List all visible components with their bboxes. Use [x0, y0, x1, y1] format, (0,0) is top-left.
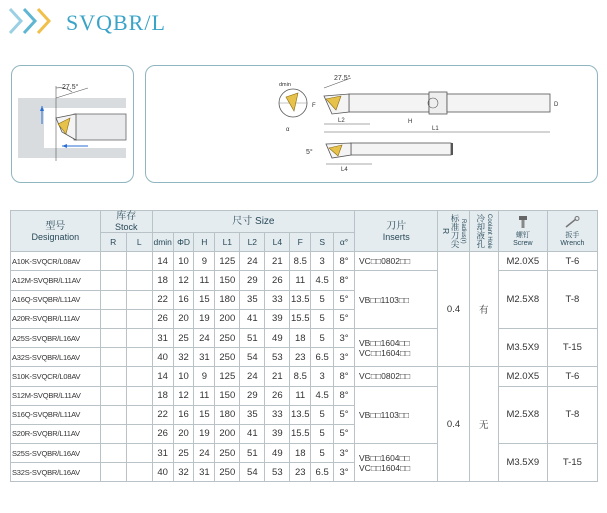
stock-l-cell — [126, 463, 152, 482]
table-row — [11, 444, 598, 463]
h-cell: 24 — [194, 444, 215, 463]
insert-code: VB□□1604□□ — [359, 452, 410, 463]
tool-dimension-diagram-panel — [145, 65, 598, 183]
f-header: F — [290, 233, 311, 252]
l2-cell: 41 — [240, 424, 265, 443]
insert-cell — [355, 271, 438, 329]
l1-cell: 250 — [215, 328, 240, 347]
dmin-cell: 31 — [152, 444, 173, 463]
l1-cell: 250 — [215, 348, 240, 367]
h-cell: 31 — [194, 348, 215, 367]
l4-cell: 53 — [265, 463, 290, 482]
wrench-cell: T-15 — [547, 444, 597, 482]
wrench-icon — [564, 216, 580, 228]
table-row — [11, 367, 598, 386]
f-cell: 18 — [290, 444, 311, 463]
dmin-header: dmin — [152, 233, 173, 252]
stock-l-cell — [126, 328, 152, 347]
a-cell: 8° — [334, 367, 355, 386]
f-cell: 8.5 — [290, 252, 311, 271]
screw-header: 螺钉 Screw — [498, 211, 547, 252]
screw-icon — [518, 216, 528, 228]
l4-cell: 49 — [265, 444, 290, 463]
insert-cell — [355, 328, 438, 366]
stock-r-header: R — [100, 233, 126, 252]
l1-header: L1 — [215, 233, 240, 252]
dmin-cell: 40 — [152, 463, 173, 482]
s-cell: 5 — [311, 405, 334, 424]
table-row — [11, 328, 598, 347]
l2-cell: 35 — [240, 405, 265, 424]
l2-cell: 24 — [240, 252, 265, 271]
l1-cell: 150 — [215, 386, 240, 405]
l4-label: L4 — [341, 167, 348, 173]
f-cell: 15.5 — [290, 309, 311, 328]
dmin-cell: 18 — [152, 271, 173, 290]
a-cell: 8° — [334, 252, 355, 271]
l4-cell: 39 — [265, 309, 290, 328]
l1-cell: 125 — [215, 367, 240, 386]
tool-dimension-diagram — [146, 66, 599, 184]
stock-l-header: L — [126, 233, 152, 252]
page-header — [8, 4, 598, 38]
stock-l-cell — [126, 271, 152, 290]
d-cell: 10 — [173, 367, 194, 386]
l1-cell: 180 — [215, 290, 240, 309]
a-cell: 5° — [334, 309, 355, 328]
screw-cell: M2.0X5 — [498, 252, 547, 271]
table-row — [11, 252, 598, 271]
d-cell: 16 — [173, 405, 194, 424]
stock-r-cell — [100, 424, 126, 443]
insert-cell — [355, 386, 438, 444]
specification-table-body — [11, 252, 598, 482]
stock-r-cell — [100, 328, 126, 347]
boring-tool-in-bore-diagram — [12, 66, 135, 184]
s-cell: 4.5 — [311, 386, 334, 405]
designation-cell: A16Q-SVQBR/L11AV — [11, 290, 101, 309]
h-label: H — [408, 119, 413, 125]
designation-cell: A10K-SVQCR/L08AV — [11, 252, 101, 271]
h-cell: 9 — [194, 252, 215, 271]
f-cell: 11 — [290, 386, 311, 405]
h-cell: 19 — [194, 424, 215, 443]
stock-r-cell — [100, 348, 126, 367]
screw-cell: M2.0X5 — [498, 367, 547, 386]
h-cell: 11 — [194, 386, 215, 405]
f-cell: 15.5 — [290, 424, 311, 443]
l1-cell: 150 — [215, 271, 240, 290]
d-label: D — [554, 102, 559, 108]
d-cell: 12 — [173, 386, 194, 405]
l2-cell: 41 — [240, 309, 265, 328]
designation-cell: S10K-SVQCR/L08AV — [11, 367, 101, 386]
d-header: ΦD — [173, 233, 194, 252]
designation-cell: A32S-SVQBR/L16AV — [11, 348, 101, 367]
dmin-cell: 14 — [152, 367, 173, 386]
designation-cell: S20R-SVQBR/L11AV — [11, 424, 101, 443]
s-cell: 3 — [311, 367, 334, 386]
a-cell: 3° — [334, 328, 355, 347]
a-cell: 3° — [334, 463, 355, 482]
screw-cell: M3.5X9 — [498, 444, 547, 482]
screw-cell: M2.5X8 — [498, 386, 547, 444]
wrench-header: 扳手 Wrench — [547, 211, 597, 252]
s-cell: 6.5 — [311, 348, 334, 367]
chevron-right-icon — [8, 6, 60, 36]
stock-l-cell — [126, 424, 152, 443]
l4-cell: 26 — [265, 386, 290, 405]
bore-diagram-panel — [11, 65, 134, 183]
page-title: SVQBR/L — [66, 10, 166, 35]
l4-cell: 21 — [265, 367, 290, 386]
stock-r-cell — [100, 309, 126, 328]
side-angle-label: 5° — [306, 149, 313, 156]
screw-cell: M3.5X9 — [498, 328, 547, 366]
f-cell: 23 — [290, 463, 311, 482]
l1-label: L1 — [432, 126, 439, 132]
alpha-header: α° — [334, 233, 355, 252]
dmin-cell: 31 — [152, 328, 173, 347]
l1-cell: 200 — [215, 424, 240, 443]
stock-r-cell — [100, 405, 126, 424]
dmin-label: dmin — [279, 82, 291, 88]
wrench-cell: T-8 — [547, 271, 597, 329]
s-cell: 6.5 — [311, 463, 334, 482]
insert-code: VB□□1103□□ — [359, 409, 410, 420]
l2-cell: 24 — [240, 367, 265, 386]
s-cell: 5 — [311, 328, 334, 347]
screw-cell: M2.5X8 — [498, 271, 547, 329]
radius-header: 标准刀尖R Radius(r) — [438, 211, 469, 252]
l2-cell: 54 — [240, 463, 265, 482]
d-cell: 32 — [173, 463, 194, 482]
l2-header: L2 — [240, 233, 265, 252]
stock-l-cell — [126, 252, 152, 271]
designation-cell: S32S-SVQBR/L16AV — [11, 463, 101, 482]
d-cell: 25 — [173, 328, 194, 347]
table-row — [11, 386, 598, 405]
l4-cell: 53 — [265, 348, 290, 367]
wrench-cell: T-15 — [547, 328, 597, 366]
radius-cell: 0.4 — [438, 367, 469, 482]
l1-cell: 250 — [215, 463, 240, 482]
dmin-cell: 26 — [152, 309, 173, 328]
stock-r-cell — [100, 463, 126, 482]
stock-l-cell — [126, 405, 152, 424]
l4-cell: 33 — [265, 290, 290, 309]
l1-cell: 180 — [215, 405, 240, 424]
s-header: S — [311, 233, 334, 252]
stock-r-cell — [100, 367, 126, 386]
dmin-cell: 14 — [152, 252, 173, 271]
l4-header: L4 — [265, 233, 290, 252]
s-cell: 5 — [311, 309, 334, 328]
dmin-cell: 18 — [152, 386, 173, 405]
f-cell: 18 — [290, 328, 311, 347]
d-cell: 10 — [173, 252, 194, 271]
h-cell: 15 — [194, 290, 215, 309]
designation-header: 型号 Designation — [11, 211, 101, 252]
size-header: 尺寸 Size — [152, 211, 354, 233]
insert-code: VC□□0802□□ — [359, 256, 411, 267]
h-cell: 15 — [194, 405, 215, 424]
l4-cell: 49 — [265, 328, 290, 347]
insert-code: VB□□1604□□ — [359, 337, 410, 348]
l4-cell: 39 — [265, 424, 290, 443]
designation-cell: A20R-SVQBR/L11AV — [11, 309, 101, 328]
f-cell: 13.5 — [290, 290, 311, 309]
f-cell: 11 — [290, 271, 311, 290]
l2-label: L2 — [338, 118, 345, 124]
h-cell: 11 — [194, 271, 215, 290]
h-cell: 31 — [194, 463, 215, 482]
insert-code: VC□□1604□□ — [359, 462, 411, 473]
dmin-cell: 26 — [152, 424, 173, 443]
dmin-cell: 40 — [152, 348, 173, 367]
table-row — [11, 271, 598, 290]
l2-cell: 51 — [240, 444, 265, 463]
f-cell: 23 — [290, 348, 311, 367]
stock-r-cell — [100, 386, 126, 405]
stock-r-cell — [100, 252, 126, 271]
stock-r-cell — [100, 444, 126, 463]
s-cell: 5 — [311, 424, 334, 443]
angle-label: 27.5° — [62, 84, 79, 91]
stock-l-cell — [126, 309, 152, 328]
d-cell: 20 — [173, 424, 194, 443]
l2-cell: 51 — [240, 328, 265, 347]
d-cell: 25 — [173, 444, 194, 463]
designation-cell: S12M-SVQBR/L11AV — [11, 386, 101, 405]
insert-code: VC□□0802□□ — [359, 371, 411, 382]
designation-cell: S16Q-SVQBR/L11AV — [11, 405, 101, 424]
a-cell: 5° — [334, 405, 355, 424]
l1-cell: 125 — [215, 252, 240, 271]
f-label: F — [312, 103, 316, 109]
stock-l-cell — [126, 444, 152, 463]
insert-cell — [355, 252, 438, 271]
top-angle-label: 27.5° — [334, 75, 351, 82]
d-cell: 12 — [173, 271, 194, 290]
l4-cell: 21 — [265, 252, 290, 271]
specification-table — [10, 210, 598, 482]
f-cell: 8.5 — [290, 367, 311, 386]
l2-cell: 35 — [240, 290, 265, 309]
designation-cell: A12M-SVQBR/L11AV — [11, 271, 101, 290]
h-cell: 19 — [194, 309, 215, 328]
dmin-cell: 22 — [152, 405, 173, 424]
stock-l-cell — [126, 367, 152, 386]
stock-header: 库存 Stock — [100, 211, 152, 233]
inserts-header: 刀片 Inserts — [355, 211, 438, 252]
a-cell: 5° — [334, 424, 355, 443]
coolant-cell: 无 — [469, 367, 498, 482]
insert-code: VC□□1604□□ — [359, 347, 411, 358]
stock-l-cell — [126, 386, 152, 405]
a-cell: 3° — [334, 348, 355, 367]
alpha-label: α — [286, 127, 290, 133]
a-cell: 8° — [334, 271, 355, 290]
wrench-cell: T-6 — [547, 252, 597, 271]
l2-cell: 29 — [240, 386, 265, 405]
dmin-cell: 22 — [152, 290, 173, 309]
coolant-header: 冷却液孔 Coolant Hole — [469, 211, 498, 252]
l2-cell: 54 — [240, 348, 265, 367]
wrench-cell: T-8 — [547, 386, 597, 444]
stock-l-cell — [126, 348, 152, 367]
f-cell: 13.5 — [290, 405, 311, 424]
stock-r-cell — [100, 290, 126, 309]
h-cell: 24 — [194, 328, 215, 347]
h-header: H — [194, 233, 215, 252]
a-cell: 8° — [334, 386, 355, 405]
l4-cell: 33 — [265, 405, 290, 424]
designation-cell: S25S-SVQBR/L16AV — [11, 444, 101, 463]
a-cell: 5° — [334, 290, 355, 309]
stock-l-cell — [126, 290, 152, 309]
h-cell: 9 — [194, 367, 215, 386]
s-cell: 5 — [311, 444, 334, 463]
s-cell: 5 — [311, 290, 334, 309]
d-cell: 20 — [173, 309, 194, 328]
stock-r-cell — [100, 271, 126, 290]
radius-cell: 0.4 — [438, 252, 469, 367]
d-cell: 32 — [173, 348, 194, 367]
a-cell: 3° — [334, 444, 355, 463]
l1-cell: 250 — [215, 444, 240, 463]
coolant-cell: 有 — [469, 252, 498, 367]
l1-cell: 200 — [215, 309, 240, 328]
wrench-cell: T-6 — [547, 367, 597, 386]
l2-cell: 29 — [240, 271, 265, 290]
insert-code: VB□□1103□□ — [359, 294, 410, 305]
designation-cell: A25S-SVQBR/L16AV — [11, 328, 101, 347]
l4-cell: 26 — [265, 271, 290, 290]
insert-cell — [355, 367, 438, 386]
d-cell: 16 — [173, 290, 194, 309]
s-cell: 3 — [311, 252, 334, 271]
s-cell: 4.5 — [311, 271, 334, 290]
insert-cell — [355, 444, 438, 482]
